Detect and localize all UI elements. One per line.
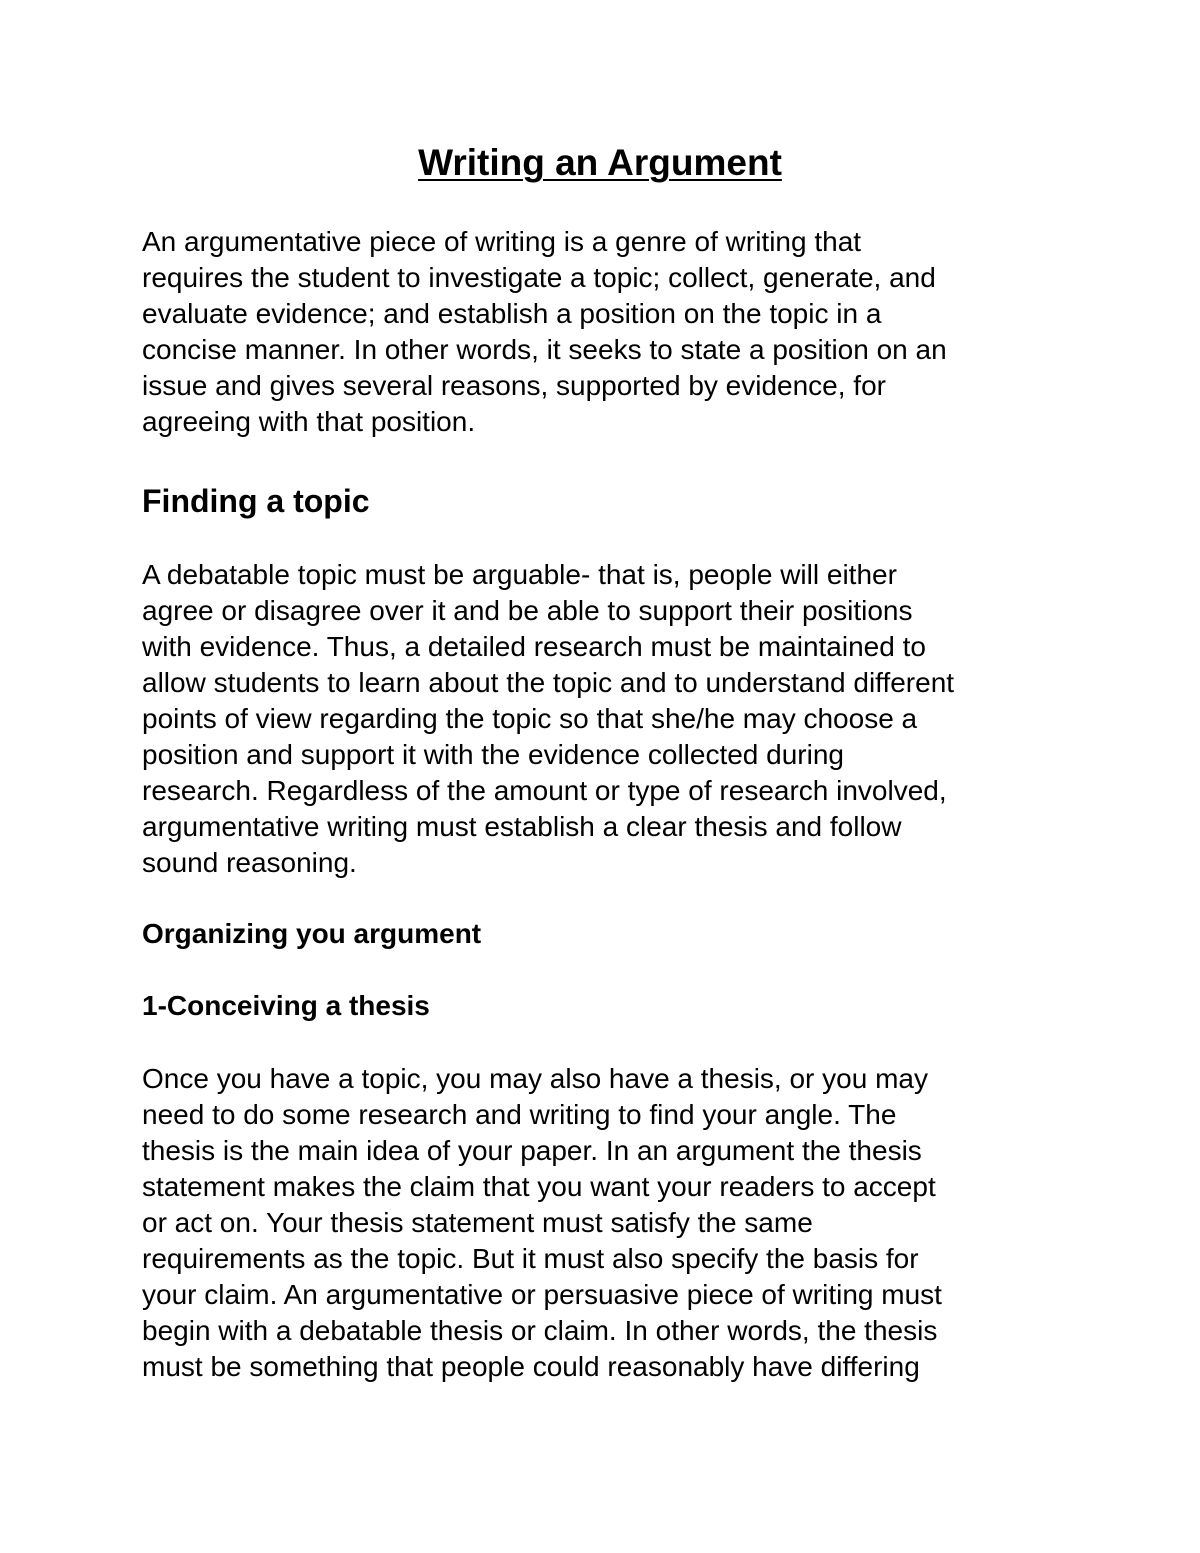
- paragraph-line: thesis is the main idea of your paper. In an argument the thesis: [142, 1135, 922, 1166]
- document-title-text: Writing an Argument: [418, 142, 782, 183]
- paragraph-line: issue and gives several reasons, supported by evidence, for: [142, 370, 886, 401]
- intro-paragraph: [142, 224, 1072, 440]
- paragraph-line: requires the student to investigate a topic; collect, generate, and: [142, 262, 936, 293]
- paragraph-line: A debatable topic must be arguable- that is, people will either: [142, 559, 897, 590]
- paragraph-line: statement makes the claim that you want your readers to accept: [142, 1171, 936, 1202]
- paragraph-line: argumentative writing must establish a clear thesis and follow: [142, 811, 902, 842]
- paragraph-line: points of view regarding the topic so that she/he may choose a: [142, 703, 918, 734]
- paragraph-line: position and support it with the evidence collected during: [142, 739, 844, 770]
- paragraph-line: begin with a debatable thesis or claim. In other words, the thesis: [142, 1315, 938, 1346]
- paragraph-line: Once you have a topic, you may also have a thesis, or you may: [142, 1063, 928, 1094]
- paragraph-line: concise manner. In other words, it seeks to state a position on an: [142, 334, 947, 365]
- paragraph-line: agreeing with that position.: [142, 406, 476, 437]
- paragraph-line: must be something that people could reasonably have differing: [142, 1351, 920, 1382]
- paragraph-line: or act on. Your thesis statement must satisfy the same: [142, 1207, 813, 1238]
- paragraph-line: requirements as the topic. But it must also specify the basis for: [142, 1243, 919, 1274]
- document-title: [0, 140, 1200, 186]
- finding-topic-heading: Finding a topic: [142, 483, 370, 519]
- paragraph-line: allow students to learn about the topic and to understand different: [142, 667, 955, 698]
- conceiving-thesis-heading: 1-Conceiving a thesis: [142, 990, 430, 1021]
- paragraph-line: agree or disagree over it and be able to support their positions: [142, 595, 913, 626]
- paragraph-line: need to do some research and writing to find your angle. The: [142, 1099, 897, 1130]
- finding-topic-paragraph: [142, 557, 1072, 881]
- paragraph-line: with evidence. Thus, a detailed research must be maintained to: [142, 631, 926, 662]
- paragraph-line: evaluate evidence; and establish a position on the topic in a: [142, 298, 882, 329]
- conceiving-thesis-paragraph: [142, 1061, 1072, 1385]
- organizing-argument-heading: Organizing you argument: [142, 918, 482, 949]
- paragraph-line: An argumentative piece of writing is a genre of writing that: [142, 226, 862, 257]
- paragraph-line: sound reasoning.: [142, 847, 357, 878]
- paragraph-line: research. Regardless of the amount or type of research involved,: [142, 775, 947, 806]
- paragraph-line: your claim. An argumentative or persuasive piece of writing must: [142, 1279, 942, 1310]
